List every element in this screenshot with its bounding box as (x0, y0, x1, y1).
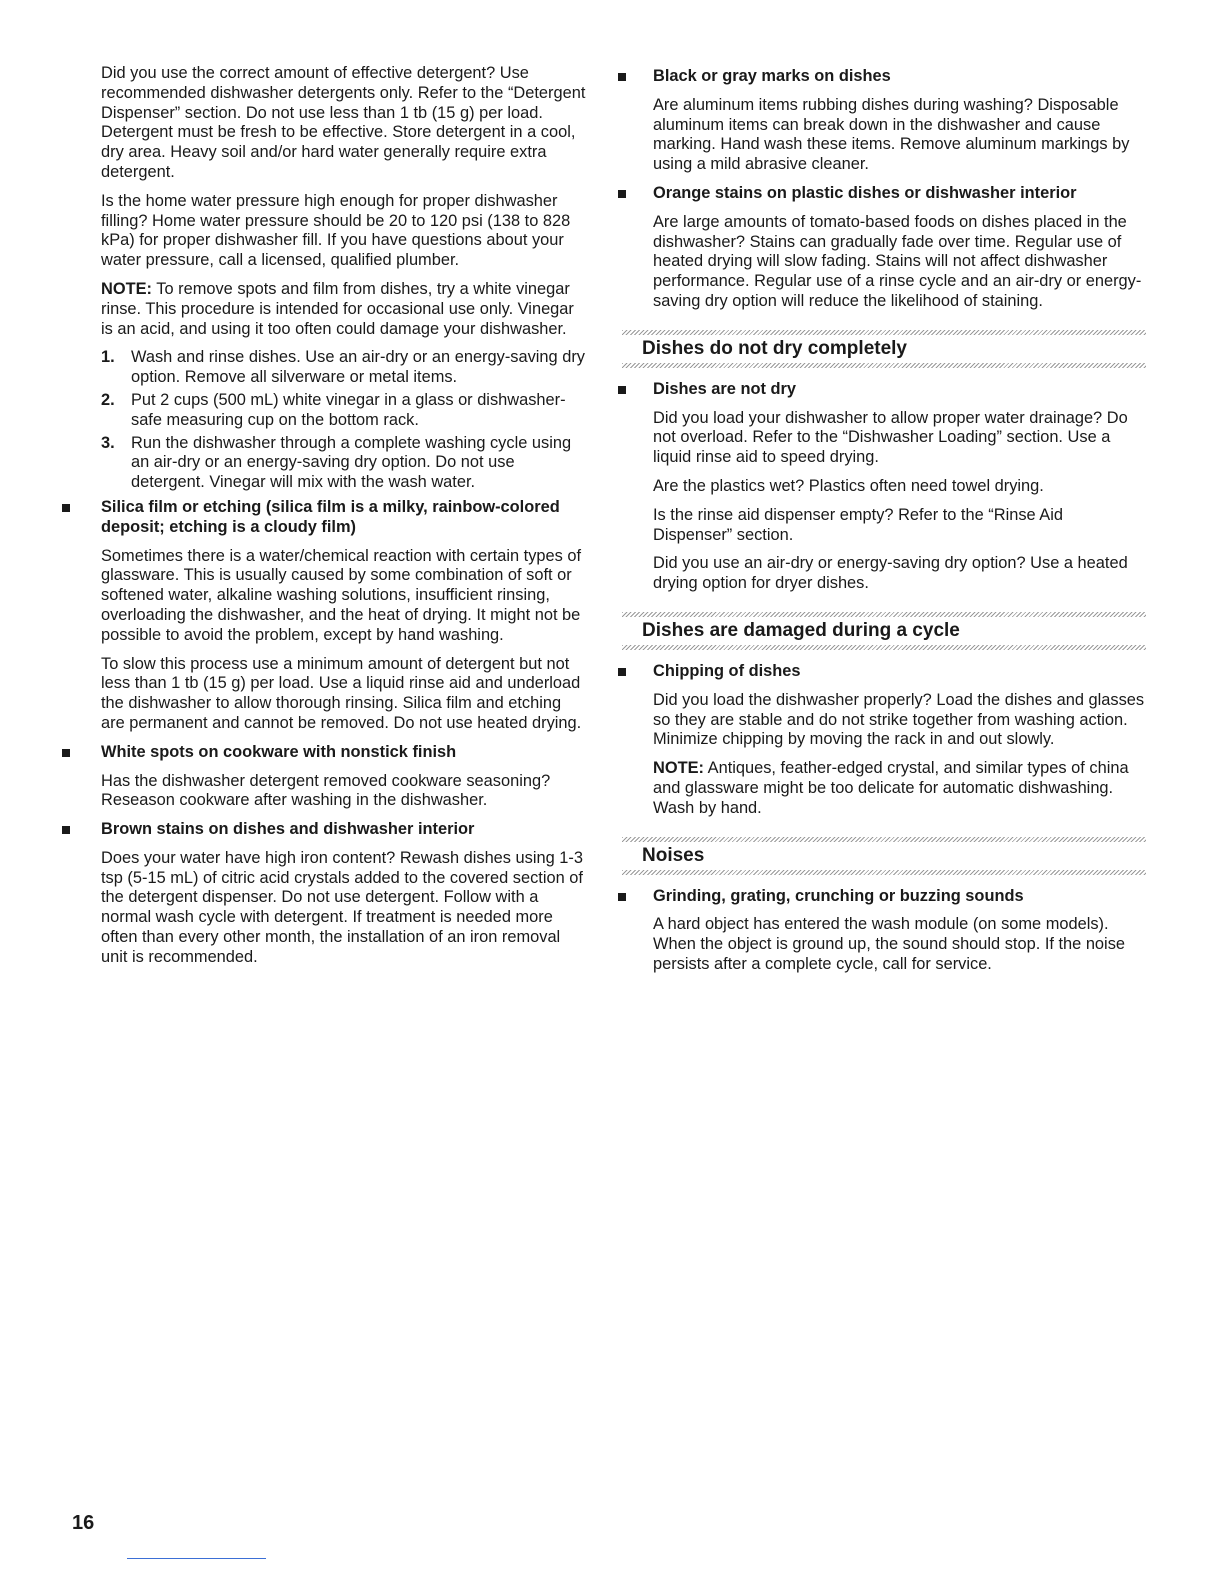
black-marks-heading: Black or gray marks on dishes (616, 67, 1146, 87)
brown-stains-heading: Brown stains on dishes and dishwasher interior (101, 820, 589, 840)
white-spots-heading: White spots on cookware with nonstick finish (101, 743, 589, 763)
bullet-square-icon (618, 190, 626, 198)
step-text: Wash and rinse dishes. Use an air-dry or an energy-saving dry option. Remove all silverware or metal items. (131, 348, 585, 387)
dry-paragraph-3: Is the rinse aid dispenser empty? Refer to the “Rinse Aid Dispenser” section. (653, 505, 1063, 544)
vinegar-steps-list (101, 348, 589, 493)
note-label: NOTE: (101, 279, 152, 298)
bullet-square-icon (62, 826, 70, 834)
left-column (101, 64, 589, 977)
grinding-paragraph: A hard object has entered the wash module (on some models). When the object is ground up, the sound should stop. If the noise persists after a complete cycle, call for service. (653, 915, 1125, 973)
chipping-note (653, 759, 1146, 818)
bullet-square-icon (62, 749, 70, 757)
section-heading-noises: Noises (616, 837, 1146, 875)
detergent-paragraph: Did you use the correct amount of effective detergent? Use recommended dishwasher detergents only. Refer to the “Detergent Dispenser” section. Do not use less than 1 tb (15 g) per load. Detergent must be fresh to be effective. Store detergent in a cool, dry area. Heavy soil and/or hard water generally require extra detergent. (101, 64, 586, 181)
step-text: Put 2 cups (500 mL) white vinegar in a glass or dishwasher-safe measuring cup on the bottom rack. (131, 390, 566, 429)
step-number: 2. (101, 390, 115, 409)
step-number: 1. (101, 348, 115, 367)
note-text: To remove spots and film from dishes, try a white vinegar rinse. This procedure is intended for occasional use only. Vinegar is an acid, and using it too often could damage your dishwasher. (101, 279, 574, 338)
footer-rule (127, 1558, 266, 1559)
note-label: NOTE: (653, 759, 704, 778)
section-heading-damaged: Dishes are damaged during a cycle (616, 612, 1146, 650)
step-item (101, 391, 589, 431)
step-item (101, 434, 589, 493)
note-text: Antiques, feather-edged crystal, and similar types of china and glassware might be too delicate for automatic dishwashing. Wash by hand. (653, 759, 1129, 817)
grinding-heading: Grinding, grating, crunching or buzzing sounds (616, 887, 1146, 907)
vinegar-note (101, 280, 589, 339)
bullet-square-icon (62, 504, 70, 512)
step-text: Run the dishwasher through a complete washing cycle using an air-dry or an energy-saving dry option. Do not use detergent. Vinegar will mix with the wash water. (131, 433, 572, 492)
bullet-square-icon (618, 893, 626, 901)
silica-film-heading: Silica film or etching (silica film is a milky, rainbow-colored deposit; etching is a cloudy film) (101, 498, 589, 538)
not-dry-heading: Dishes are not dry (616, 380, 1146, 400)
orange-stains-heading: Orange stains on plastic dishes or dishwasher interior (616, 184, 1146, 204)
page-number: 16 (72, 1512, 95, 1534)
white-spots-paragraph: Has the dishwasher detergent removed cookware seasoning? Reseason cookware after washing in the dishwasher. (101, 771, 551, 810)
step-number: 3. (101, 433, 115, 452)
bullet-square-icon (618, 386, 626, 394)
black-marks-paragraph: Are aluminum items rubbing dishes during washing? Disposable aluminum items can break down in the dishwasher and cause marking. Hand wash these items. Remove aluminum markings by using a mild abrasive cleaner. (653, 95, 1130, 174)
silica-paragraph-2: To slow this process use a minimum amount of detergent but not less than 1 tb (15 g) per load. Use a liquid rinse aid and underload the dishwasher to allow thorough rinsing. Silica film and etching are permanent and cannot be removed. Do not use heated drying. (101, 654, 582, 732)
dry-paragraph-1: Did you load your dishwasher to allow proper water drainage? Do not overload. Refer to the “Dishwasher Loading” section. Use a liquid rinse aid to speed drying. (653, 408, 1128, 467)
right-column (616, 64, 1146, 984)
chipping-paragraph: Did you load the dishwasher properly? Load the dishes and glasses so they are stable and do not strike together from washing action. Minimize chipping by moving the rack in and out slowly. (653, 690, 1145, 749)
silica-paragraph-1: Sometimes there is a water/chemical reaction with certain types of glassware. This is usually caused by some combination of soft or softened water, alkaline washing solutions, insufficient rinsing, overloading the dishwasher, and the heat of drying. It might not be possible to avoid the problem, except by hand washing. (101, 546, 582, 644)
bullet-square-icon (618, 73, 626, 81)
orange-stains-paragraph: Are large amounts of tomato-based foods on dishes placed in the dishwasher? Stains can gradually fade over time. Regular use of heated drying will slow fading. Stains will not affect dishwasher performance. Regular use of a rinse cycle and an air-dry or energy-saving dry option will reduce the likelihood of staining. (653, 212, 1142, 310)
water-pressure-paragraph: Is the home water pressure high enough for proper dishwasher filling? Home water pressure should be 20 to 120 psi (138 to 828 kPa) for proper dishwasher fill. If you have questions about your water pressure, call a licensed, qualified plumber. (101, 191, 571, 270)
step-item (101, 348, 589, 388)
dry-paragraph-4: Did you use an air-dry or energy-saving dry option? Use a heated drying option for dryer dishes. (653, 554, 1128, 593)
bullet-square-icon (618, 668, 626, 676)
chipping-heading: Chipping of dishes (616, 662, 1146, 682)
section-heading-dry: Dishes do not dry completely (616, 330, 1146, 368)
brown-stains-paragraph: Does your water have high iron content? Rewash dishes using 1-3 tsp (5-15 mL) of citric acid crystals added to the covered section of the detergent dispenser. Do not use detergent. Follow with a normal wash cycle with detergent. If treatment is needed more often than every other month, the installation of an iron removal unit is recommended. (101, 848, 583, 966)
dry-paragraph-2: Are the plastics wet? Plastics often need towel drying. (653, 476, 1044, 495)
